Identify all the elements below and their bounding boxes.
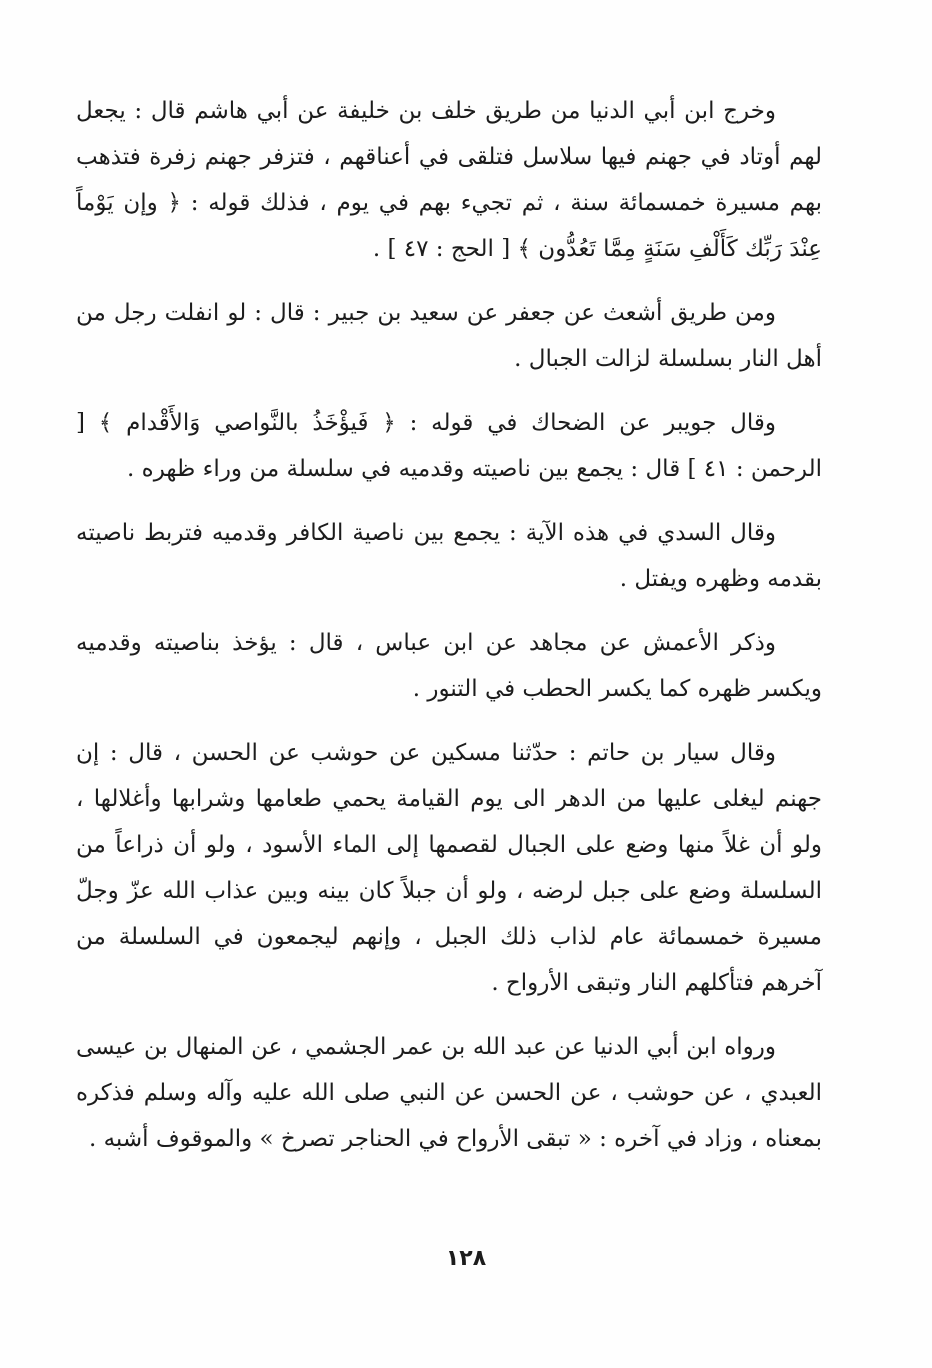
paragraph-2: ومن طريق أشعث عن جعفر عن سعيد بن جبير : قال : لو انفلت رجل من أهل النار بسلسلة لزالت الجبال . bbox=[76, 300, 822, 372]
paragraph-3: وقال جويبر عن الضحاك في قوله : ﴿ فَيؤْخَذُ بالنَّواصي وَالأَقْدام ﴾ [ الرحمن : ٤١ ] قال : يجمع بين ناصيته وقدميه في سلسلة من وراء ظهره . bbox=[76, 410, 822, 482]
paragraph-5: وذكر الأعمش عن مجاهد عن ابن عباس ، قال : يؤخذ بناصيته وقدميه ويكسر ظهره كما يكسر الحطب في التنور . bbox=[76, 630, 822, 702]
paragraph-1: وخرج ابن أبي الدنيا من طريق خلف بن خليفة عن أبي هاشم قال : يجعل لهم أوتاد في جهنم فيها سلاسل فتلقى في أعناقهم ، فتزفر جهنم زفرة فتذهب بهم مسيرة خمسمائة سنة ، ثم تجيء بهم في يوم ، فذلك قوله : ﴿ وإن يَوْماً عِنْدَ رَبِّك كَأَلْفِ سَنَةٍ مِمَّا تَعُدُّون ﴾ [ الحج : ٤٧ ] . bbox=[76, 98, 822, 262]
page-body bbox=[76, 88, 822, 1162]
paragraph-7: ورواه ابن أبي الدنيا عن عبد الله بن عمر الجشمي ، عن المنهال بن عيسى العبدي ، عن حوشب ، عن الحسن عن النبي صلى الله عليه وآله وسلم فذكره بمعناه ، وزاد في آخره : « تبقى الأرواح في الحناجر تصرخ » والموقوف أشبه . bbox=[76, 1034, 822, 1152]
paragraph-4: وقال السدي في هذه الآية : يجمع بين ناصية الكافر وقدميه فتربط ناصيته بقدمه وظهره ويفتل . bbox=[76, 520, 822, 592]
paragraph-6: وقال سيار بن حاتم : حدّثنا مسكين عن حوشب عن الحسن ، قال : إن جهنم ليغلى عليها من الدهر الى يوم القيامة يحمي طعامها وشرابها وأغلالها ، ولو أن غلاً منها وضع على الجبال لقصمها إلى الماء الأسود ، ولو أن ذراعاً من السلسلة وضع على جبل لرضه ، ولو أن جبلاً كان بينه وبين عذاب الله عزّ وجلّ مسيرة خمسمائة عام لذاب ذلك الجبل ، وإنهم ليجمعون في السلسلة من آخرهم فتأكلهم النار وتبقى الأرواح . bbox=[76, 740, 822, 996]
page-number: ١٢٨ bbox=[445, 1246, 487, 1271]
